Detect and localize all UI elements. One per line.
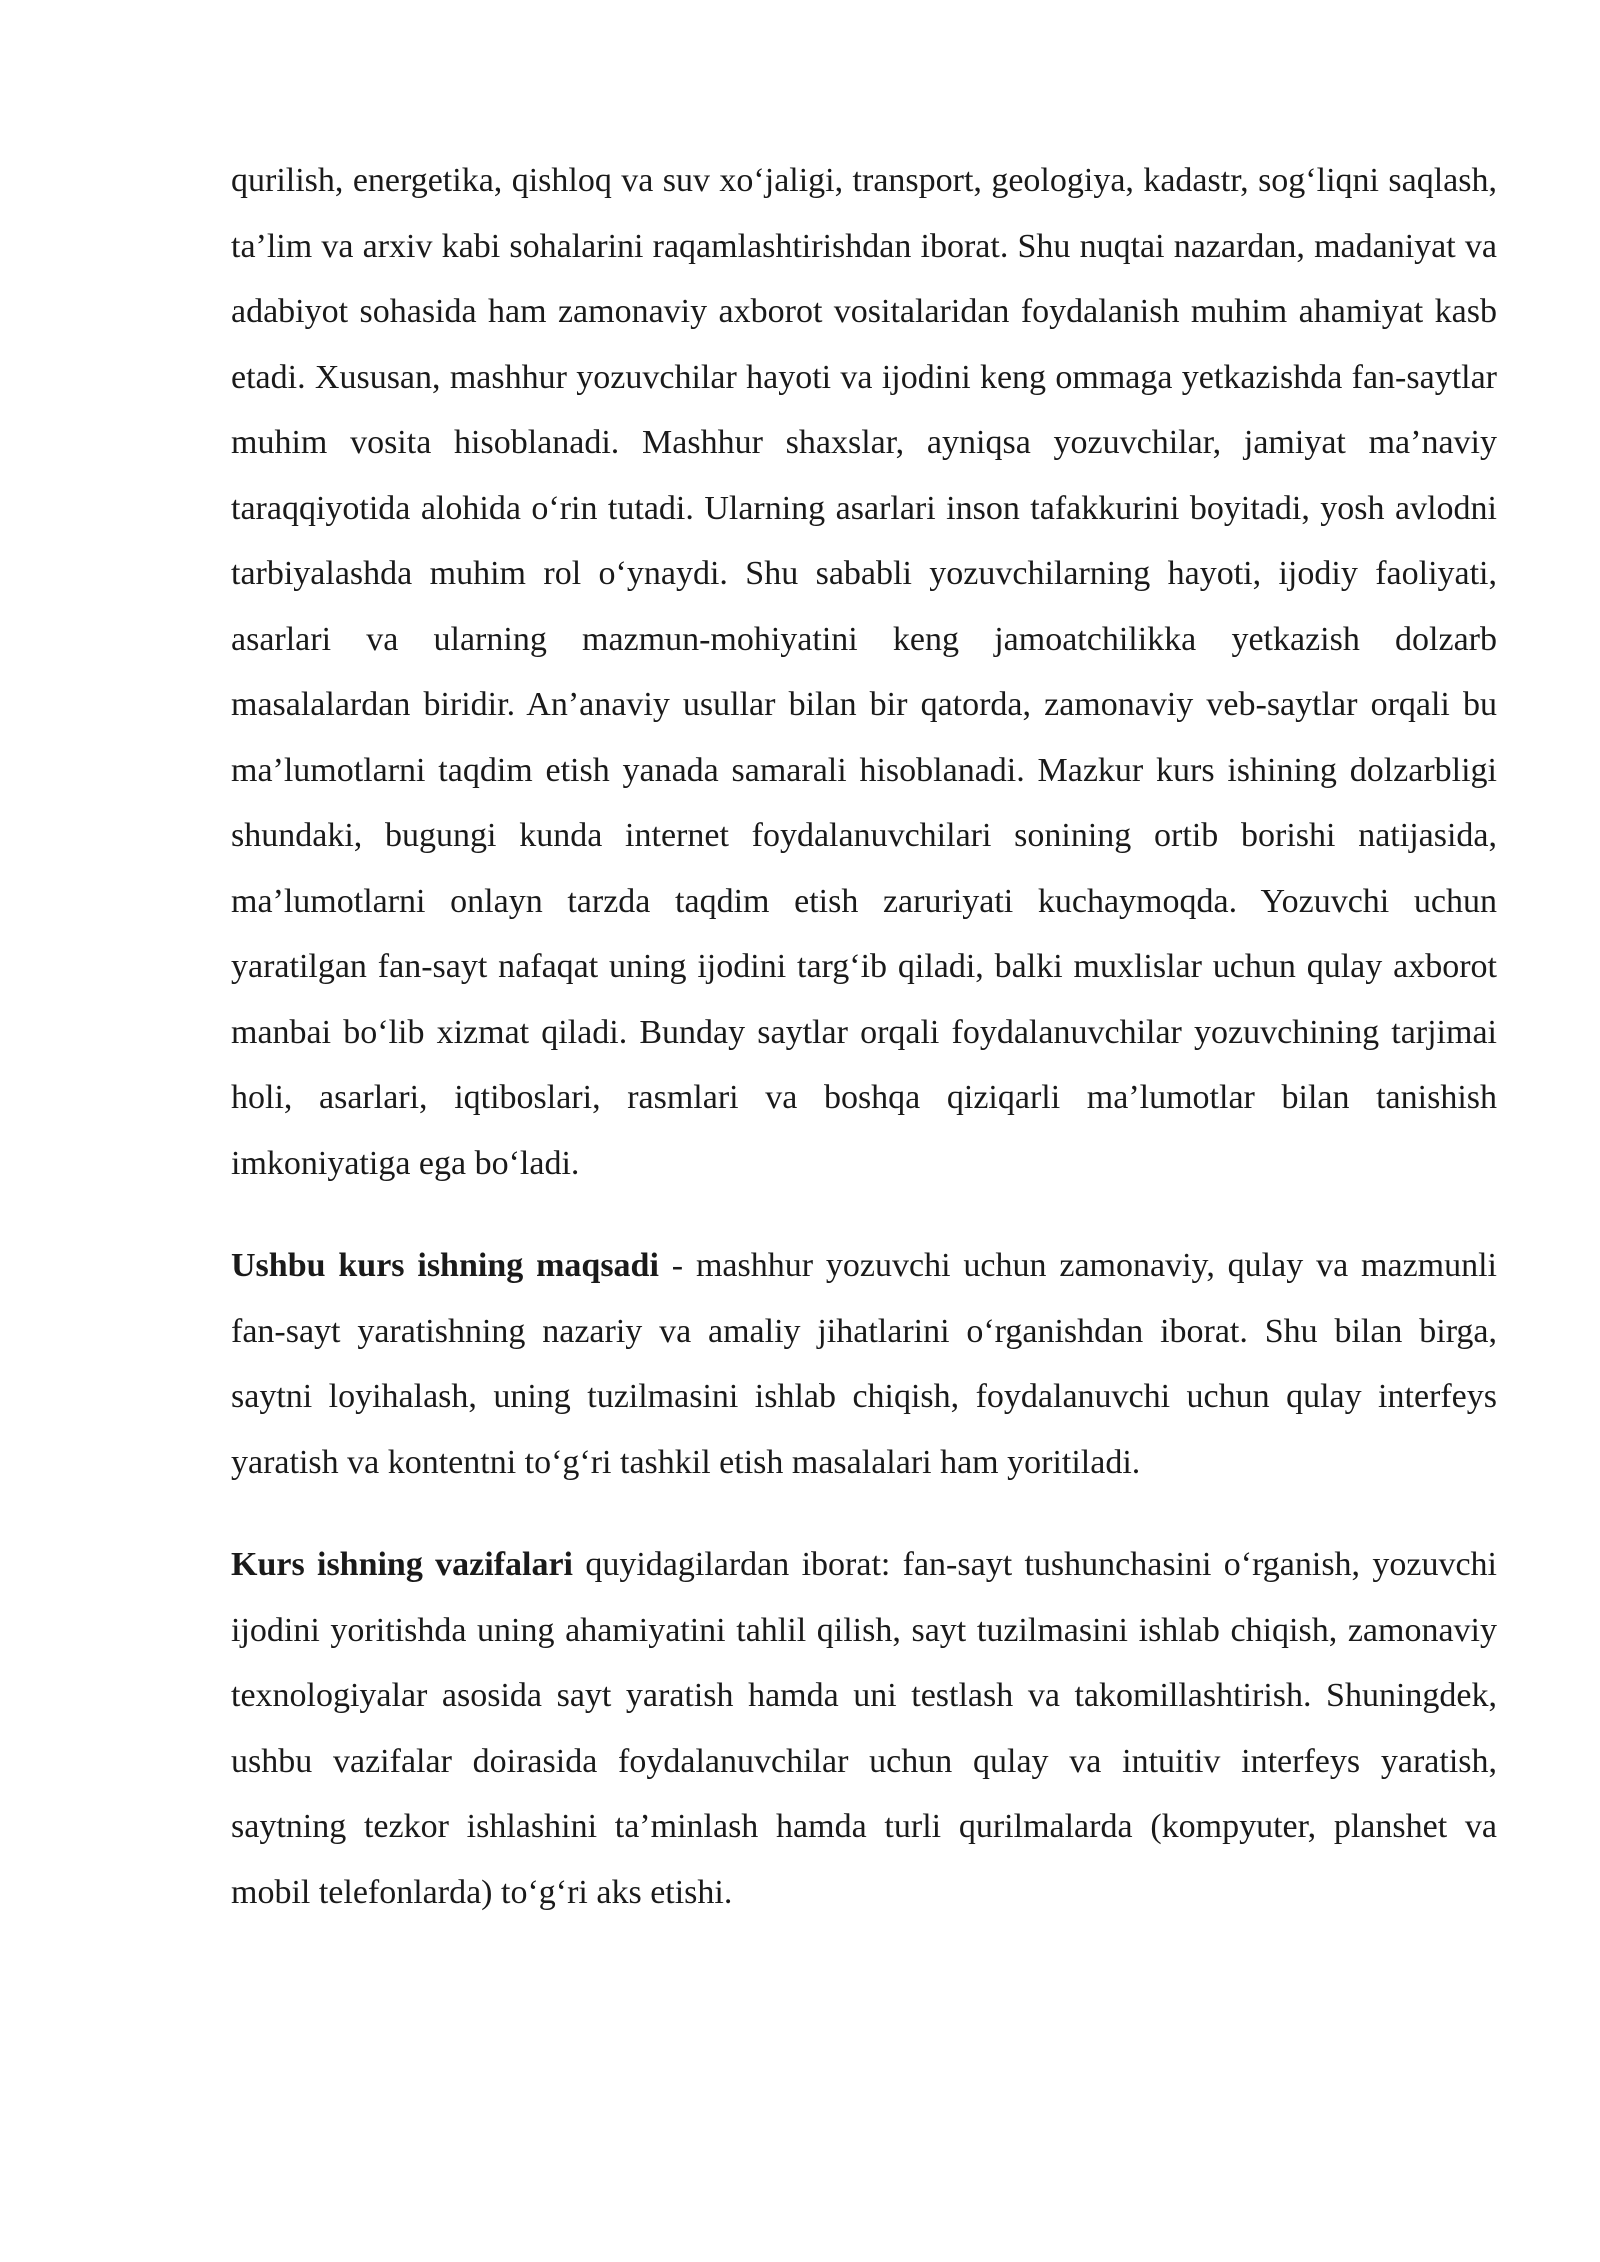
paragraph-intro (231, 148, 1497, 1196)
paragraph-text: qurilish, energetika, qishloq va suv xo‘jaligi, transport, geologiya, kadastr, sog‘liqni saqlash, ta’lim va arxiv kabi sohalarini raqamlashtirishdan iborat. Shu nuqtai nazardan, madaniyat va adabiyot sohasida ham zamonaviy axborot vositalaridan foydalanish muhim ahamiyat kasb etadi. Xususan, mashhur yozuvchilar hayoti va ijodini keng ommaga yetkazishda fan-saytlar muhim vosita hisoblanadi. Mashhur shaxslar, ayniqsa yozuvchilar, jamiyat ma’naviy taraqqiyotida alohida o‘rin tutadi. Ularning asarlari inson tafakkurini boyitadi, yosh avlodni tarbiyalashda muhim rol o‘ynaydi. Shu sababli yozuvchilarning hayoti, ijodiy faoliyati, asarlari va ularning mazmun-mohiyatini keng jamoatchilikka yetkazish dolzarb masalalardan biridir. An’anaviy usullar bilan bir qatorda, zamonaviy veb-saytlar orqali bu ma’lumotlarni taqdim etish yanada samarali hisoblanadi. Mazkur kurs ishining dolzarbligi shundaki, bugungi kunda internet foydalanuvchilari sonining ortib borishi natijasida, ma’lumotlarni onlayn tarzda taqdim etish zaruriyati kuchaymoqda. Yozuvchi uchun yaratilgan fan-sayt nafaqat uning ijodini targ‘ib qiladi, balki muxlislar uchun qulay axborot manbai bo‘lib xizmat qiladi. Bunday saytlar orqali foydalanuvchilar yozuvchining tarjimai holi, asarlari, iqtiboslari, rasmlari va boshqa qiziqarli ma’lumotlar bilan tanishish imkoniyatiga ega bo‘ladi. (231, 162, 1497, 1182)
paragraph-tasks (231, 1532, 1497, 1925)
paragraph-text: quyidagilardan iborat: fan-sayt tushunchasini o‘rganish, yozuvchi ijodini yoritishda uning ahamiyatini tahlil qilish, sayt tuzilmasini ishlab chiqish, zamonaviy texnologiyalar asosida sayt yaratish hamda uni testlash va takomillashtirish. Shuningdek, ushbu vazifalar doirasida foydalanuvchilar uchun qulay va intuitiv interfeys yaratish, saytning tezkor ishlashini ta’minlash hamda turli qurilmalarda (kompyuter, planshet va mobil telefonlarda) to‘g‘ri aks etishi. (231, 1546, 1498, 1911)
paragraph-lead-goal: Ushbu kurs ishning maqsadi (231, 1247, 659, 1284)
paragraph-text: - mashhur yozuvchi uchun zamonaviy, qulay va mazmunli fan-sayt yaratishning nazariy va amaliy jihatlarini o‘rganishdan iborat. Shu bilan birga, saytni loyihalash, uning tuzilmasini ishlab chiqish, foydalanuvchi uchun qulay interfeys yaratish va kontentni to‘g‘ri tashkil etish masalalari ham yoritiladi. (231, 1247, 1498, 1481)
document-page (231, 148, 1497, 1925)
paragraph-lead-tasks: Kurs ishning vazifalari (231, 1546, 574, 1583)
paragraph-goal (231, 1233, 1497, 1495)
